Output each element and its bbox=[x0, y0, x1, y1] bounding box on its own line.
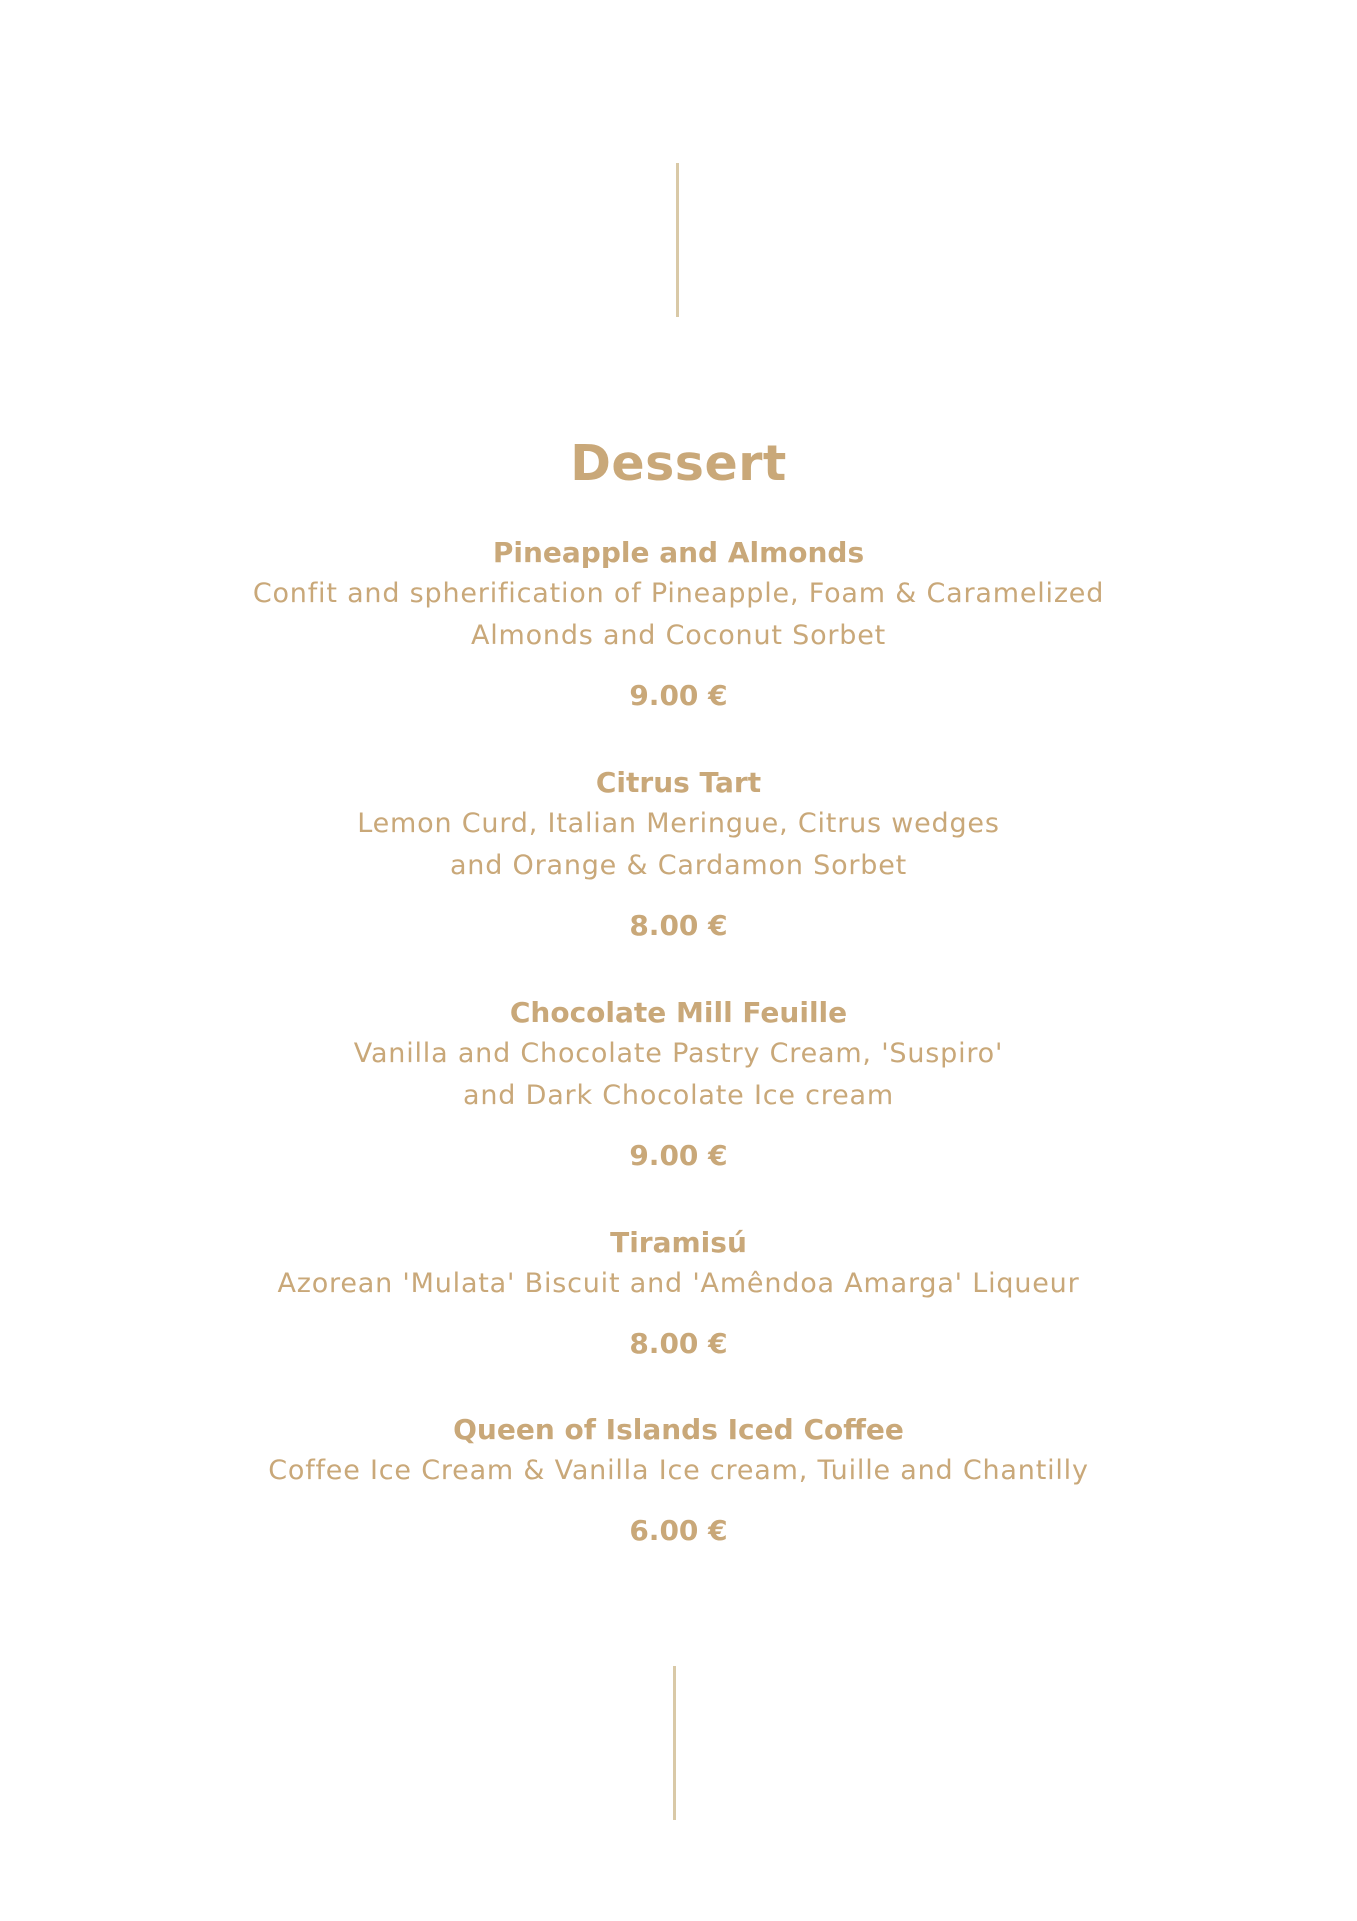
dish-name: Pineapple and Almonds bbox=[492, 536, 865, 569]
dish-description bbox=[0, 1450, 1357, 1492]
dish-price: 8.00 € bbox=[629, 909, 728, 942]
menu-item bbox=[0, 763, 1357, 946]
dish-price: 9.00 € bbox=[629, 1139, 728, 1172]
dish-description-line: Azorean 'Mulata' Biscuit and 'Amêndoa Amarga' Liqueur bbox=[277, 1268, 1080, 1299]
dish-name: Queen of Islands Iced Coffee bbox=[453, 1413, 904, 1446]
dish-description-line: and Dark Chocolate Ice cream bbox=[463, 1080, 894, 1111]
dish-price: 8.00 € bbox=[629, 1327, 728, 1360]
top-divider bbox=[676, 163, 679, 317]
dish-price: 9.00 € bbox=[629, 679, 728, 712]
dish-price: 6.00 € bbox=[629, 1514, 728, 1547]
dish-description-line: Almonds and Coconut Sorbet bbox=[470, 620, 887, 651]
dish-description-line: Lemon Curd, Italian Meringue, Citrus wedges bbox=[357, 808, 1000, 839]
page-title: Dessert bbox=[570, 435, 787, 492]
dish-description bbox=[0, 1263, 1357, 1305]
dish-name: Chocolate Mill Feuille bbox=[509, 996, 848, 1029]
menu-item bbox=[0, 993, 1357, 1176]
menu-item bbox=[0, 1223, 1357, 1364]
dish-description bbox=[0, 573, 1357, 657]
dish-description-line: Vanilla and Chocolate Pastry Cream, 'Suspiro' bbox=[353, 1038, 1004, 1069]
dish-description-line: Coffee Ice Cream & Vanilla Ice cream, Tuille and Chantilly bbox=[268, 1455, 1089, 1486]
dish-description bbox=[0, 803, 1357, 887]
dish-description-line: Confit and spherification of Pineapple, Foam & Caramelized bbox=[252, 578, 1105, 609]
dish-name: Citrus Tart bbox=[595, 766, 762, 799]
bottom-divider bbox=[673, 1666, 676, 1820]
menu-item bbox=[0, 1410, 1357, 1551]
dish-name: Tiramisú bbox=[610, 1226, 747, 1259]
dish-description-line: and Orange & Cardamon Sorbet bbox=[449, 850, 908, 881]
dish-description bbox=[0, 1033, 1357, 1117]
menu-item bbox=[0, 533, 1357, 716]
